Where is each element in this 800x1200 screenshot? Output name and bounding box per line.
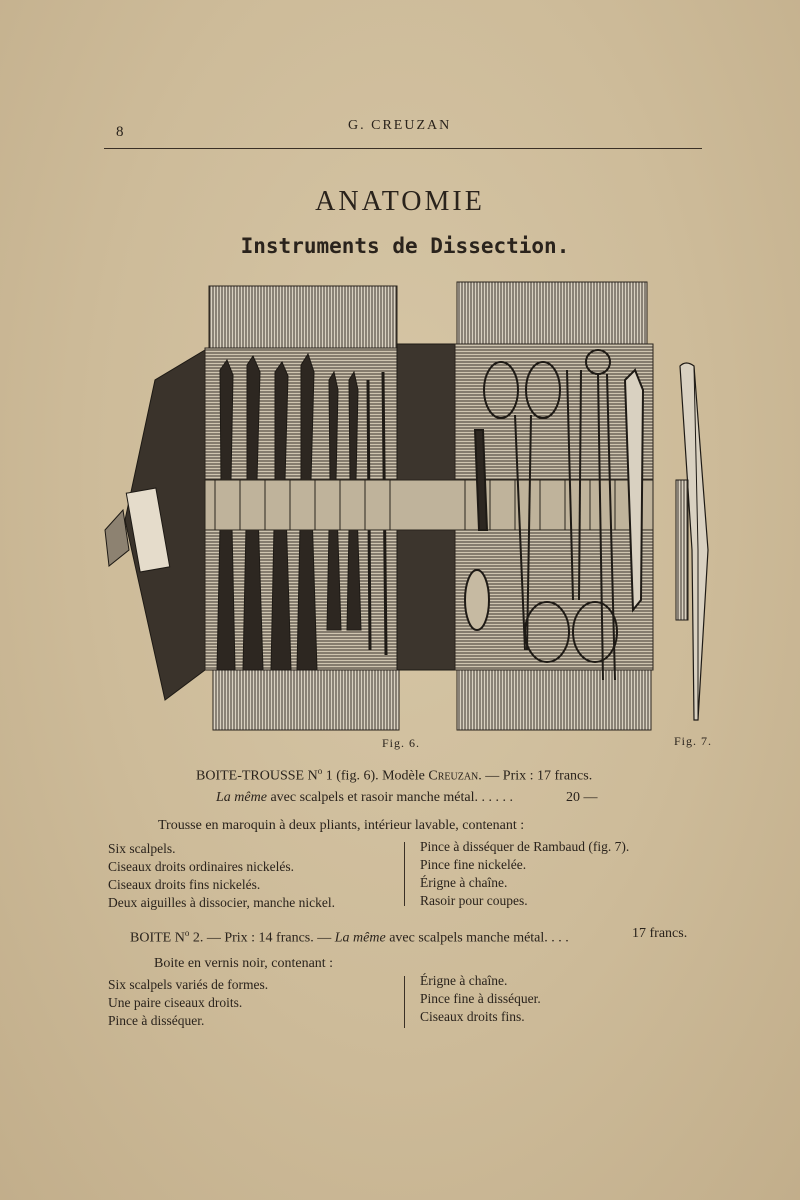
list-item: Ciseaux droits fins nickelés. xyxy=(108,877,261,892)
item1-variant xyxy=(216,790,513,806)
item2-text: 2. — Prix : 14 francs. — xyxy=(189,930,335,946)
list-item: Érigne à chaîne. xyxy=(420,973,508,988)
fig7-caption: Fig. 7. xyxy=(674,734,713,748)
dissection-kit-engraving xyxy=(95,280,665,735)
item1-variant-price: 20 — xyxy=(566,790,598,805)
item1-right-list xyxy=(420,838,629,910)
item2-no-sup: o xyxy=(184,928,190,938)
item2-variant-text: avec scalpels manche métal. . . . xyxy=(385,930,569,946)
item1-heading xyxy=(196,766,592,785)
list-item: Deux aiguilles à dissocier, manche nickel. xyxy=(108,895,336,910)
column-divider xyxy=(404,976,405,1028)
forceps-engraving xyxy=(668,360,720,730)
page-subtitle: Instruments de Dissection. xyxy=(240,234,570,258)
item1-left-list xyxy=(108,840,335,912)
list-item: Six scalpels variés de formes. xyxy=(108,977,269,992)
list-item: Ciseaux droits fins. xyxy=(420,1009,525,1024)
column-divider xyxy=(404,842,405,906)
item1-model: Creuzan xyxy=(428,768,479,784)
item2-heading xyxy=(130,928,569,947)
item2-left-list xyxy=(108,976,268,1030)
list-item: Pince à disséquer de Rambaud (fig. 7). xyxy=(420,839,630,854)
list-item: Pince fine nickelée. xyxy=(420,857,527,872)
item2-intro: Boite en vernis noir, contenant : xyxy=(154,956,334,971)
item1-number: 1 (fig. 6). Modèle xyxy=(322,768,429,784)
item1-variant-italic: La même xyxy=(216,790,267,805)
running-title: G. CREUZAN xyxy=(348,118,452,133)
item1-no-sup: o xyxy=(317,766,323,776)
page-title: ANATOMIE xyxy=(315,186,485,217)
item1-intro: Trousse en maroquin à deux pliants, intérieur lavable, contenant : xyxy=(158,818,525,833)
page-number: 8 xyxy=(116,124,124,140)
list-item: Érigne à chaîne. xyxy=(420,875,508,890)
list-item: Six scalpels. xyxy=(108,841,176,856)
list-item: Pince fine à disséquer. xyxy=(420,991,541,1006)
list-item: Rasoir pour coupes. xyxy=(420,893,528,908)
list-item: Pince à disséquer. xyxy=(108,1013,205,1028)
item2-variant-price: 17 francs. xyxy=(632,926,688,941)
item2-prefix: BOITE N xyxy=(130,930,185,946)
fig6-caption: Fig. 6. xyxy=(382,736,421,750)
item1-variant-text: avec scalpels et rasoir manche métal. . . . . . xyxy=(266,790,514,805)
item2-right-list xyxy=(420,972,541,1026)
header-rule xyxy=(104,148,702,149)
item1-prefix: BOITE-TROUSSE N xyxy=(196,768,318,784)
item2-variant-italic: La même xyxy=(334,930,386,946)
list-item: Ciseaux droits ordinaires nickelés. xyxy=(108,859,294,874)
item1-price: . — Prix : 17 francs. xyxy=(478,768,593,784)
list-item: Une paire ciseaux droits. xyxy=(108,995,243,1010)
